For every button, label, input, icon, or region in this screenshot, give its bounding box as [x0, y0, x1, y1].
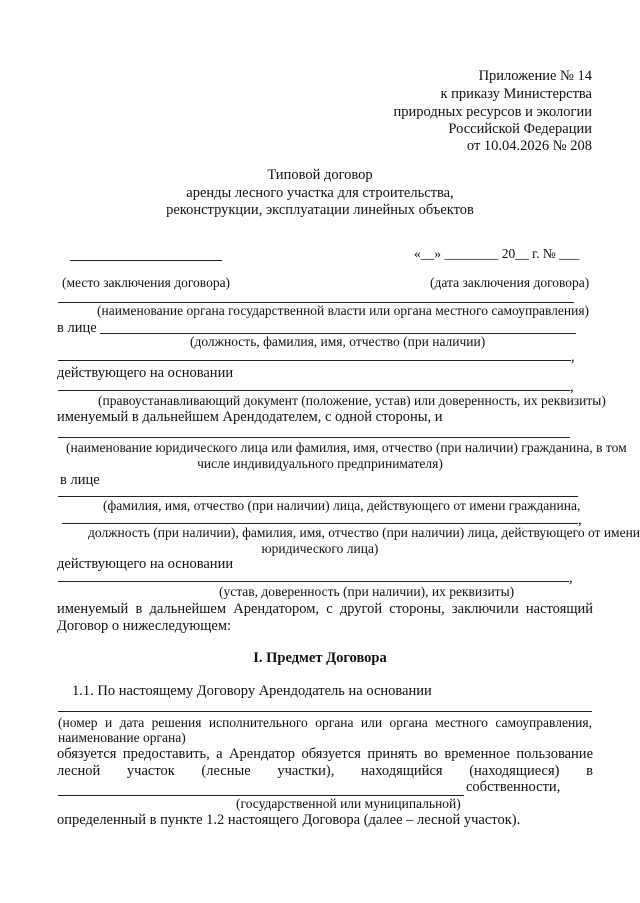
tenant-name-caption-1: (наименование юридического лица или фамилия, имя, отчество (при наличии) гражданина, в том	[66, 440, 627, 455]
in-person-label-1: в лице	[57, 320, 97, 336]
order-reference: к приказу Министерства	[440, 86, 592, 102]
place-line	[70, 260, 222, 261]
doc-title-line1: Типовой договор	[267, 167, 373, 183]
in-person-label-2: в лице	[60, 472, 100, 488]
tenant-text-1: именуемый в дальнейшем Арендатором, с другой стороны, заключили настоящий	[57, 601, 593, 617]
position-line-2	[58, 360, 571, 361]
position-caption: (должность, фамилия, имя, отчество (при наличии)	[190, 334, 486, 349]
annex-number: Приложение № 14	[478, 68, 592, 84]
acting-basis-2: действующего на основании	[57, 556, 234, 572]
charter-caption: (устав, доверенность (при наличии), их реквизиты)	[219, 584, 515, 599]
obligation-1: обязуется предоставить, а Арендатор обязуется принять во временное пользование	[57, 746, 593, 762]
person-legal-caption-2: юридического лица)	[261, 541, 379, 556]
country-name: Российской Федерации	[448, 121, 592, 137]
decision-line	[58, 711, 592, 712]
charter-line	[58, 581, 569, 582]
decision-caption-1: (номер и дата решения исполнительного органа или органа местного самоуправления,	[58, 715, 592, 730]
legal-doc-caption: (правоустанавливающий документ (положение, устав) или доверенность, их реквизиты)	[98, 393, 606, 408]
ownership-word: собственности,	[466, 779, 561, 795]
legal-doc-line	[58, 390, 570, 391]
person-citizen-caption: (фамилия, имя, отчество (при наличии) лица, действующего от имени гражданина,	[103, 498, 581, 513]
person-legal-caption-1: должность (при наличии), фамилия, имя, отчество (при наличии) лица, действующего от имени	[88, 525, 640, 540]
comma-1: ,	[571, 349, 575, 365]
landlord-text: именуемый в дальнейшем Арендодателем, с одной стороны, и	[57, 409, 443, 425]
tenant-name-line	[58, 437, 570, 438]
clause-1-1: 1.1. По настоящему Договору Арендодатель на основании	[72, 683, 432, 699]
place-caption: (место заключения договора)	[62, 275, 231, 290]
date-field: «__» ________ 20__ г. № ___	[414, 246, 580, 261]
defined-text: определенный в пункте 1.2 настоящего Договора (далее – лесной участок).	[57, 812, 521, 828]
doc-title-line3: реконструкции, эксплуатации линейных объектов	[166, 202, 474, 218]
ministry-name: природных ресурсов и экологии	[393, 104, 592, 120]
tenant-text-2: Договор о нижеследующем:	[57, 618, 232, 634]
ownership-caption: (государственной или муниципальной)	[236, 796, 461, 811]
person-line	[58, 496, 578, 497]
order-date: от 10.04.2026 № 208	[466, 138, 592, 154]
acting-basis-1: действующего на основании	[57, 365, 234, 381]
tenant-name-caption-2: числе индивидуального предпринимателя)	[197, 456, 443, 471]
comma-3: ,	[578, 512, 582, 528]
comma-4: ,	[569, 570, 573, 586]
decision-caption-2: наименование органа)	[58, 730, 186, 745]
comma-2: ,	[570, 379, 574, 395]
organ-caption: (наименование органа государственной власти или органа местного самоуправления)	[97, 303, 590, 318]
date-caption: (дата заключения договора)	[430, 275, 590, 290]
person-line-2	[62, 523, 578, 524]
obligation-2: лесной участок (лесные участки), находящийся (находящиеся) в	[57, 763, 593, 779]
doc-title-line2: аренды лесного участка для строительства,	[186, 185, 454, 201]
section-title: I. Предмет Договора	[253, 650, 387, 666]
